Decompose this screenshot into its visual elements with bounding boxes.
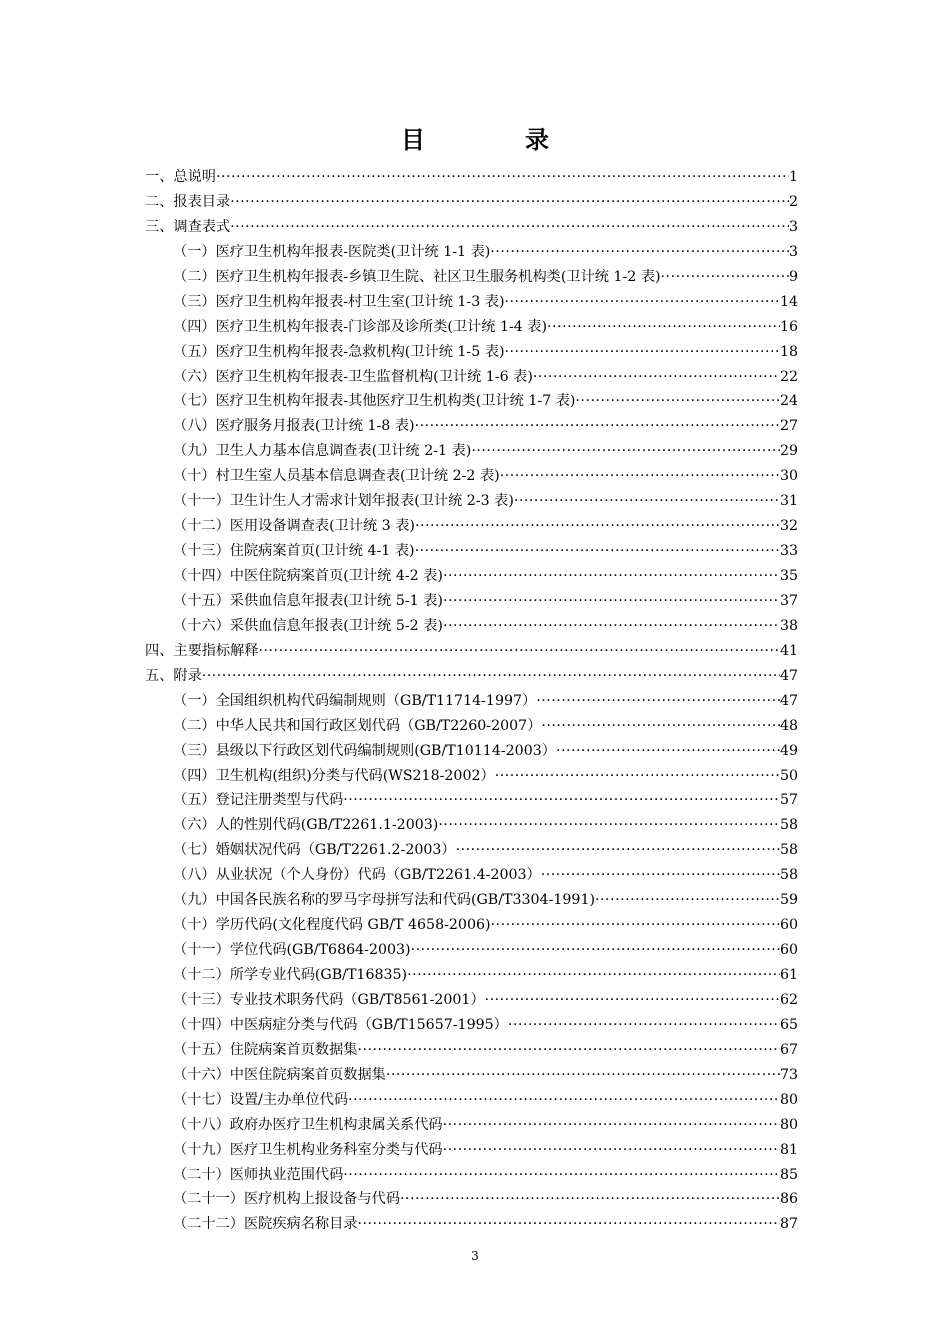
toc-entry[interactable]	[145, 1113, 798, 1138]
toc-entry-label: （十六）中医住院病案首页数据集	[173, 1066, 386, 1083]
toc-entry[interactable]	[145, 963, 798, 988]
toc-entry[interactable]	[145, 714, 798, 739]
toc-entry[interactable]	[145, 1187, 798, 1212]
toc-entry[interactable]	[145, 315, 798, 340]
toc-entry[interactable]	[145, 215, 798, 240]
toc-entry-page: 24	[779, 393, 798, 410]
toc-entry-page: 57	[779, 792, 798, 809]
dot-leader	[230, 190, 789, 215]
toc-entry-label: （十五）采供血信息年报表(卫计统 5-1 表)	[173, 592, 443, 609]
toc-entry-label: （五）医疗卫生机构年报表-急救机构(卫计统 1-5 表)	[173, 343, 505, 360]
toc-entry-page: 73	[779, 1066, 798, 1083]
toc-entry-label: （十一）卫生计生人才需求计划年报表(卫计统 2-3 表)	[173, 493, 514, 510]
toc-entry-label: 一、总说明	[145, 169, 216, 185]
dot-leader	[491, 913, 780, 938]
dot-leader	[411, 938, 780, 963]
toc-entry[interactable]	[145, 1138, 798, 1163]
toc-entry-page: 1	[788, 169, 798, 185]
dot-leader	[495, 764, 780, 789]
dot-leader	[456, 838, 780, 863]
dot-leader	[500, 464, 780, 489]
toc-entry-page: 9	[788, 268, 798, 285]
toc-entry[interactable]	[145, 1163, 798, 1188]
dot-leader	[504, 340, 779, 365]
toc-entry[interactable]	[145, 290, 798, 315]
dot-leader	[661, 265, 789, 290]
dot-leader	[490, 240, 789, 265]
dot-leader	[230, 215, 789, 240]
toc-entry-page: 14	[779, 293, 798, 310]
toc-entry-label: （十四）中医住院病案首页(卫计统 4-2 表)	[173, 568, 443, 584]
dot-leader	[438, 813, 780, 838]
dot-leader	[400, 1187, 780, 1212]
toc-entry-label: （四）卫生机构(组织)分类与代码(WS218-2002）	[173, 767, 495, 784]
toc-entry[interactable]	[145, 664, 798, 689]
toc-entry[interactable]	[145, 514, 798, 539]
toc-entry-page: 32	[779, 518, 798, 535]
toc-entry-page: 37	[779, 592, 798, 609]
toc-entry-page: 60	[779, 942, 798, 959]
dot-leader	[443, 564, 780, 589]
toc-entry-page: 2	[788, 193, 798, 210]
toc-entry-label: （九）中国各民族名称的罗马字母拼写法和代码(GB/T3304-1991)	[173, 892, 596, 909]
toc-entry[interactable]	[145, 988, 798, 1013]
toc-entry-label: 四、主要指标解释	[145, 642, 259, 659]
dot-leader	[415, 514, 780, 539]
toc-entry[interactable]	[145, 464, 798, 489]
toc-entry-label: （十六）采供血信息年报表(卫计统 5-2 表)	[173, 617, 443, 634]
toc-entry[interactable]	[145, 888, 798, 913]
dot-leader	[508, 1013, 780, 1038]
dot-leader	[443, 614, 780, 639]
toc-entry-page: 47	[779, 692, 798, 709]
toc-entry-page: 80	[779, 1116, 798, 1133]
toc-entry-page: 48	[779, 717, 798, 734]
toc-entry-page: 27	[779, 418, 798, 435]
toc-entry[interactable]	[145, 813, 798, 838]
toc-entry-page: 35	[779, 568, 798, 584]
toc-entry-label: （十二）所学专业代码(GB/T16835)	[173, 967, 408, 983]
toc-entry-page: 58	[779, 842, 798, 859]
toc-entry-page: 3	[788, 243, 798, 260]
toc-entry-page: 58	[779, 867, 798, 884]
toc-entry[interactable]	[145, 414, 798, 439]
toc-entry[interactable]	[145, 340, 798, 365]
toc-entry-label: （三）县级以下行政区划代码编制规则(GB/T10114-2003）	[173, 742, 556, 759]
toc-entry-page: 30	[779, 468, 798, 485]
page-title: 目 录	[401, 126, 587, 154]
dot-leader	[415, 539, 780, 564]
dot-leader	[575, 389, 780, 414]
dot-leader	[348, 1088, 780, 1113]
dot-leader	[357, 1038, 779, 1063]
dot-leader	[443, 589, 780, 614]
dot-leader	[343, 1163, 780, 1188]
toc-entry-page: 86	[779, 1191, 798, 1208]
toc-entry-label: （十四）中医病症分类与代码（GB/T15657-1995）	[173, 1016, 508, 1033]
toc-entry-label: （六）医疗卫生机构年报表-卫生监督机构(卫计统 1-6 表)	[173, 368, 533, 385]
toc-entry-label: （二十一）医疗机构上报设备与代码	[173, 1191, 401, 1208]
toc-entry[interactable]	[145, 589, 798, 614]
toc-entry[interactable]	[145, 539, 798, 564]
dot-leader	[471, 439, 780, 464]
toc-entry-label: （十）学历代码(文化程度代码 GB/T 4658-2006)	[173, 917, 491, 934]
toc-entry-page: 65	[779, 1016, 798, 1033]
dot-leader	[259, 639, 780, 664]
toc-entry-page: 49	[779, 742, 798, 759]
dot-leader	[443, 1113, 780, 1138]
toc-entry-label: （二十）医师执业范围代码	[173, 1166, 344, 1183]
toc-entry-label: （六）人的性别代码(GB/T2261.1-2003)	[173, 817, 439, 834]
toc-entry[interactable]	[145, 1038, 798, 1063]
dot-leader	[357, 1212, 779, 1237]
toc-entry-page: 22	[779, 368, 798, 385]
dot-leader	[485, 988, 780, 1013]
toc-entry[interactable]	[145, 913, 798, 938]
toc-entry-label: （三）医疗卫生机构年报表-村卫生室(卫计统 1-3 表)	[173, 293, 505, 310]
toc-entry-label: （十三）专业技术职务代码（GB/T8561-2001）	[173, 991, 485, 1008]
toc-entry-label: （八）从业状况（个人身份）代码（GB/T2261.4-2003）	[173, 867, 541, 884]
dot-leader	[556, 739, 780, 764]
dot-leader	[504, 290, 779, 315]
toc-entry-page: 62	[779, 991, 798, 1008]
toc-entry-page: 87	[779, 1216, 798, 1233]
toc-entry-label: （八）医疗服务月报表(卫计统 1-8 表)	[173, 418, 415, 435]
toc-entry-page: 38	[779, 617, 798, 634]
toc-entry-label: （二十二）医院疾病名称目录	[173, 1216, 358, 1233]
toc-entry-label: （九）卫生人力基本信息调查表(卫计统 2-1 表)	[173, 443, 472, 460]
toc-entry-label: 五、附录	[145, 667, 202, 684]
toc-entry-label: （十九）医疗卫生机构业务科室分类与代码	[173, 1141, 443, 1158]
toc-entry[interactable]	[145, 689, 798, 714]
toc-entry-page: 3	[788, 218, 798, 235]
toc-entry-page: 80	[779, 1091, 798, 1108]
toc-entry-label: （十二）医用设备调查表(卫计统 3 表)	[173, 518, 415, 535]
toc-entry-page: 16	[779, 318, 798, 335]
toc-entry[interactable]	[145, 389, 798, 414]
toc-entry-label: （一）医疗卫生机构年报表-医院类(卫计统 1-1 表)	[173, 243, 491, 260]
toc-entry[interactable]	[145, 1088, 798, 1113]
dot-leader	[386, 1063, 780, 1088]
toc-entry-label: （四）医疗卫生机构年报表-门诊部及诊所类(卫计统 1-4 表)	[173, 318, 548, 335]
toc-entry-label: （十五）住院病案首页数据集	[173, 1041, 358, 1058]
toc-entry-label: 三、调查表式	[145, 218, 231, 235]
toc-entry[interactable]	[145, 365, 798, 390]
table-of-contents	[145, 165, 798, 1237]
toc-entry[interactable]	[145, 639, 798, 664]
toc-entry-page: 50	[779, 767, 798, 784]
toc-entry[interactable]	[145, 1013, 798, 1038]
toc-entry-page: 47	[779, 667, 798, 684]
toc-entry[interactable]	[145, 614, 798, 639]
toc-entry-label: （七）医疗卫生机构年报表-其他医疗卫生机构类(卫计统 1-7 表)	[173, 393, 576, 410]
dot-leader	[533, 365, 780, 390]
dot-leader	[343, 788, 780, 813]
toc-entry[interactable]	[145, 439, 798, 464]
toc-entry-label: （十三）住院病案首页(卫计统 4-1 表)	[173, 543, 415, 560]
dot-leader	[541, 714, 780, 739]
toc-entry[interactable]	[145, 1212, 798, 1237]
toc-entry-page: 59	[779, 892, 798, 909]
toc-entry-page: 85	[779, 1166, 798, 1183]
dot-leader	[536, 689, 780, 714]
toc-entry-label: （五）登记注册类型与代码	[173, 792, 344, 809]
page-number: 3	[471, 1249, 479, 1263]
toc-entry[interactable]	[145, 764, 798, 789]
toc-entry-label: （七）婚姻状况代码（GB/T2261.2-2003）	[173, 842, 456, 859]
toc-entry-label: （十）村卫生室人员基本信息调查表(卫计统 2-2 表)	[173, 468, 500, 485]
toc-entry[interactable]	[145, 863, 798, 888]
dot-leader	[216, 165, 789, 190]
toc-entry[interactable]	[145, 838, 798, 863]
dot-leader	[407, 963, 780, 988]
toc-entry[interactable]	[145, 265, 798, 290]
toc-entry[interactable]	[145, 489, 798, 514]
toc-entry[interactable]	[145, 1063, 798, 1088]
toc-entry-page: 33	[779, 543, 798, 560]
dot-leader	[541, 863, 780, 888]
toc-entry-page: 29	[779, 443, 798, 460]
toc-entry-label: （十八）政府办医疗卫生机构隶属关系代码	[173, 1116, 443, 1133]
toc-entry-page: 58	[779, 817, 798, 834]
toc-entry[interactable]	[145, 190, 798, 215]
toc-entry[interactable]	[145, 788, 798, 813]
toc-entry-label: （十七）设置/主办单位代码	[173, 1091, 349, 1108]
dot-leader	[547, 315, 780, 340]
toc-entry-page: 67	[779, 1041, 798, 1058]
toc-entry-label: （十一）学位代码(GB/T6864-2003)	[173, 942, 411, 959]
toc-entry[interactable]	[145, 564, 798, 589]
dot-leader	[443, 1138, 780, 1163]
toc-entry-label: （一）全国组织机构代码编制规则（GB/T11714-1997）	[173, 692, 537, 709]
toc-entry-label: 二、报表目录	[145, 193, 231, 210]
dot-leader	[595, 888, 780, 913]
dot-leader	[415, 414, 780, 439]
toc-entry-page: 81	[779, 1141, 798, 1158]
dot-leader	[514, 489, 780, 514]
toc-entry-page: 18	[779, 343, 798, 360]
toc-entry-label: （二）中华人民共和国行政区划代码（GB/T2260-2007）	[173, 717, 542, 734]
toc-entry[interactable]	[145, 165, 798, 190]
dot-leader	[202, 664, 780, 689]
toc-entry-page: 41	[779, 642, 798, 659]
toc-entry-label: （二）医疗卫生机构年报表-乡镇卫生院、社区卫生服务机构类(卫计统 1-2 表)	[173, 268, 661, 285]
toc-entry-page: 31	[779, 493, 798, 510]
toc-entry-page: 60	[779, 917, 798, 934]
toc-entry[interactable]	[145, 938, 798, 963]
toc-entry[interactable]	[145, 240, 798, 265]
toc-entry-page: 61	[779, 967, 798, 983]
toc-entry[interactable]	[145, 739, 798, 764]
